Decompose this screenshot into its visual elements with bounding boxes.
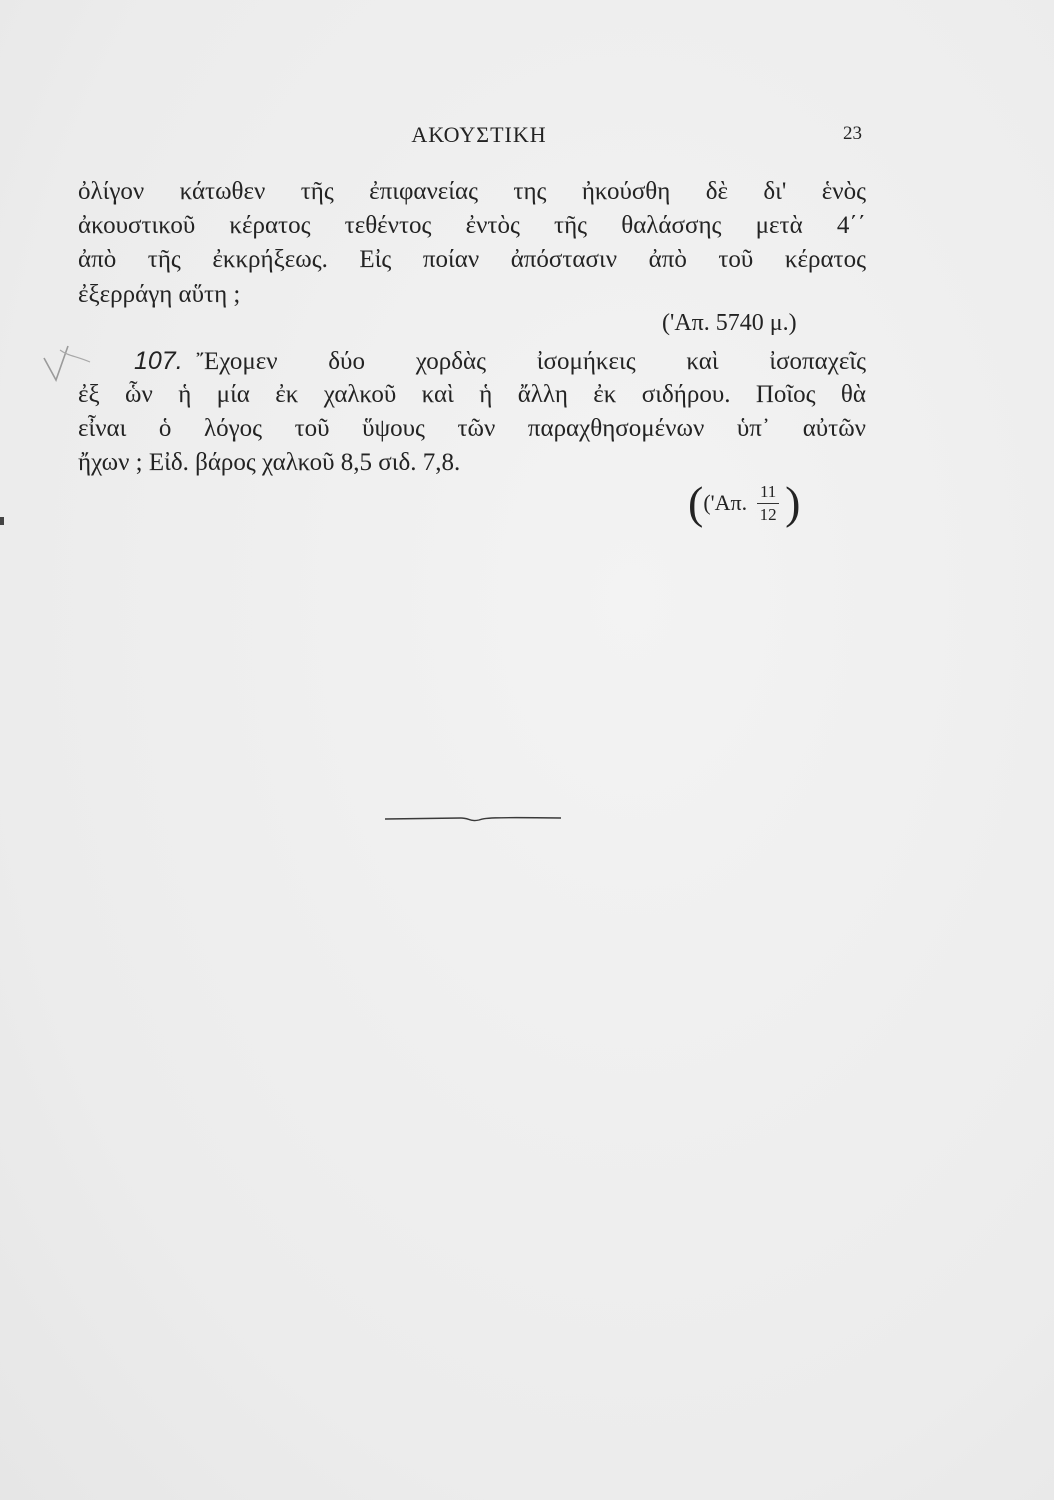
problem-107-line-3: εἶναι ὁ λόγος τοῦ ὕψους τῶν παραχθησομένων ὑπ᾽ αὐτῶν (78, 415, 866, 442)
problem-107-line-4: ἤχων ; Εἰδ. βάρος χαλκοῦ 8,5 σιδ. 7,8. (78, 449, 461, 476)
fraction-bar (757, 503, 779, 504)
answer-prefix: ('Απ. (703, 490, 748, 515)
problem-107-text-1: Ἔχομεν δύο χορδὰς ἰσομήκεις καὶ ἰσοπαχεῖς (196, 348, 866, 375)
page-number: 23 (843, 123, 862, 144)
scan-edge-mark (0, 517, 4, 525)
fraction-numerator: 11 (759, 481, 777, 501)
answer-open-paren: ( (688, 477, 704, 528)
fraction-denominator: 12 (759, 504, 777, 524)
body-line-2: ἀκουστικοῦ κέρατος τεθέντος ἐντὸς τῆς θαλάσσης μετὰ 4΄΄ (78, 212, 866, 239)
answer-5740: ('Απ. 5740 μ.) (662, 310, 797, 336)
answer-fraction (688, 478, 800, 528)
problem-107-line-2: ἐξ ὧν ἡ μία ἐκ χαλκοῦ καὶ ἡ ἄλλη ἐκ σιδήρου. Ποῖος θὰ (78, 381, 866, 408)
body-line-3: ἀπὸ τῆς ἐκκρήξεως. Εἰς ποίαν ἀπόστασιν ἀπὸ τοῦ κέρατος (78, 246, 866, 273)
answer-close-paren: ) (785, 477, 801, 528)
running-header-title: ΑΚΟΥΣΤΙΚΗ (411, 122, 547, 147)
body-line-4: ἐξερράγη αὕτη ; (78, 281, 241, 308)
body-line-1: ὀλίγον κάτωθεν τῆς ἐπιφανείας της ἠκούσθη δὲ δι' ἑνὸς (78, 178, 866, 205)
fraction-11-12 (757, 483, 779, 524)
problem-number: 107. (134, 347, 183, 375)
problem-107-line-1 (78, 346, 866, 377)
section-divider-rule (383, 810, 563, 826)
